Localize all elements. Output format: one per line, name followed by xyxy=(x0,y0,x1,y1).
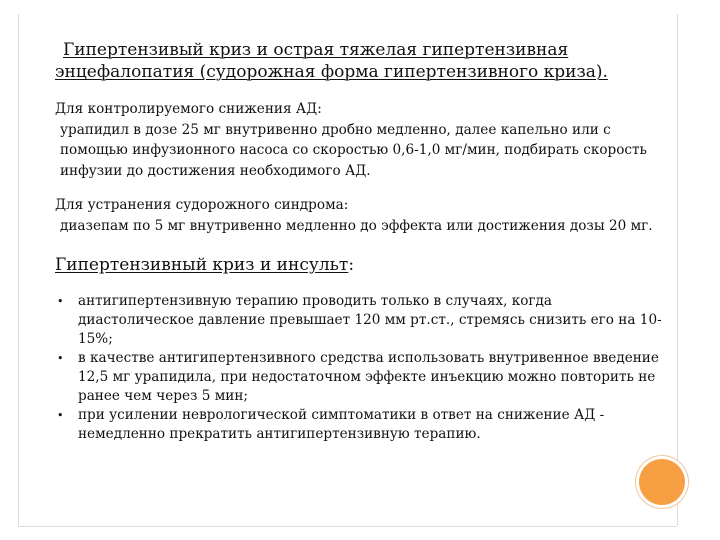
section-diazepam-intro: Для устранения судорожного синдрома: xyxy=(55,197,349,213)
bullet-icon: • xyxy=(57,409,64,422)
stroke-bullet-list xyxy=(55,292,665,444)
slide-content xyxy=(55,39,665,444)
subheading-text: Гипертензивный криз и инсульт xyxy=(55,255,349,275)
list-item xyxy=(55,292,665,349)
section-diazepam-body: диазепам по 5 мг внутривенно медленно до эффекта или достижения дозы 20 мг. xyxy=(60,217,653,234)
section-uradipil xyxy=(55,99,665,181)
heading-line-2: энцефалопатия (судорожная форма гипертензивного криза). xyxy=(55,62,608,82)
subheading-suffix: : xyxy=(348,255,355,275)
list-item-text: в качестве антигипертензивного средства использовать внутривенное введение 12,5 мг урапидила, при недостаточном эффекте инъекцию можно повторить не ранее чем через 5 мин; xyxy=(78,350,659,404)
subheading-stroke xyxy=(55,254,665,276)
section-uradipil-intro: Для контролируемого снижения АД: xyxy=(55,101,322,117)
bullet-icon: • xyxy=(57,295,64,308)
slide-heading xyxy=(55,39,665,83)
list-item xyxy=(55,349,665,406)
heading-line-1: Гипертензивый криз и острая тяжелая гипертензивная xyxy=(63,40,569,60)
slide-frame-bottom-line xyxy=(18,526,677,527)
section-uradipil-body: урапидил в дозе 25 мг внутривенно дробно медленно, далее капельно или с помощью инфузионного насоса со скоростью 0,6-1,0 мг/мин, подбирать скорость инфузии до достижения необходимого АД. xyxy=(60,121,647,179)
section-diazepam xyxy=(55,195,665,236)
decorative-circle-icon xyxy=(639,459,685,505)
list-item xyxy=(55,406,665,444)
list-item-text: антигипертензивную терапию проводить только в случаях, когда диастолическое давление превышает 120 мм рт.ст., стремясь снизить его на 10-15%; xyxy=(78,293,662,347)
bullet-icon: • xyxy=(57,352,64,365)
list-item-text: при усилении неврологической симптоматики в ответ на снижение АД - немедленно прекратить антигипертензивную терапию. xyxy=(78,407,605,442)
